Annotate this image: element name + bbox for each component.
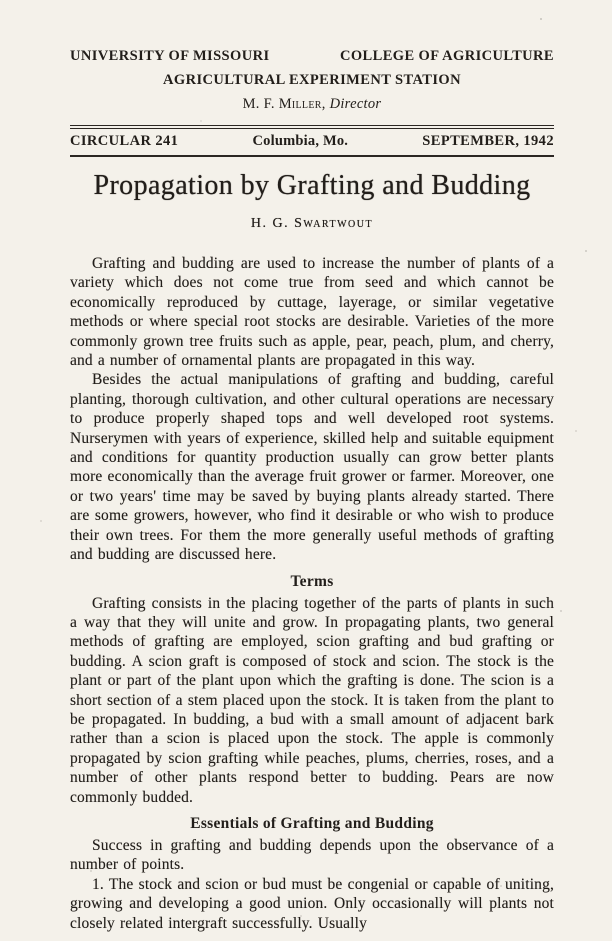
director-line — [70, 96, 554, 113]
terms-paragraph: Grafting consists in the placing together of the parts of plants in such a way that they will unite and grow. In propagating plants, two general methods of grafting are employed, scion grafting and bud grafting or budding. A scion graft is composed of stock and scion. The stock is the plant or part of the plant upon which the grafting is done. The scion is a short section of a stem placed upon the stock. It is taken from the plant to be propagated. In budding, a bud with a small amount of adjacent bark rather than a scion is placed upon the stock. The apple is commonly propagated by scion grafting while peaches, plums, cherries, roses, and a number of other plants respond better to budding. Pears are now commonly budded. — [70, 594, 554, 806]
document-header — [70, 48, 554, 157]
publication-place: Columbia, Mo. — [252, 133, 349, 149]
station-name: AGRICULTURAL EXPERIMENT STATION — [163, 72, 461, 88]
author-name: H. G. Swartwout — [250, 216, 374, 231]
institution-row — [70, 48, 554, 65]
section-heading-terms: Terms — [290, 572, 334, 590]
essentials-intro-paragraph: Success in grafting and budding depends upon the observance of a number of points. — [70, 836, 554, 874]
publication-date: SEPTEMBER, 1942 — [422, 133, 554, 149]
issue-bar — [70, 125, 554, 157]
document-title: Propagation by Grafting and Budding — [93, 170, 531, 201]
university-name: UNIVERSITY OF MISSOURI — [70, 48, 270, 64]
document-body — [70, 254, 554, 933]
intro-paragraph-1: Grafting and budding are used to increase the number of plants of a variety which does not come true from seed and which cannot be economically reproduced by cuttage, layerage, or similar vegetative methods or where special root stocks are desirable. Varieties of the more commonly grown tree fruits such as apple, pear, peach, plum, and cherry, and a number of ornamental plants are propagated in this way. — [70, 255, 554, 370]
essentials-point-1-paragraph: 1. The stock and scion or bud must be congenial or capable of uniting, growing and developing a good union. Only occasionally will plants not closely related intergraft successfully. Usually — [70, 875, 554, 932]
director-name: M. F. Miller, — [242, 96, 326, 112]
director-title: Director — [329, 96, 382, 112]
circular-number: CIRCULAR 241 — [70, 133, 179, 149]
section-heading-essentials: Essentials of Grafting and Budding — [190, 814, 434, 832]
intro-paragraph-2: Besides the actual manipulations of grafting and budding, careful planting, thorough cultivation, and other cultural operations are necessary to produce properly shaped tops and well developed root systems. Nurserymen with years of experience, skilled help and suitable equipment and conditions for quantity production usually can grow better plants more economically than the average fruit grower or farmer. Moreover, one or two years' time may be saved by buying plants already started. There are some growers, however, who find it desirable or who wish to produce their own trees. For them the more generally useful methods of grafting and budding are discussed here. — [70, 371, 554, 564]
college-name: COLLEGE OF AGRICULTURE — [340, 48, 554, 64]
